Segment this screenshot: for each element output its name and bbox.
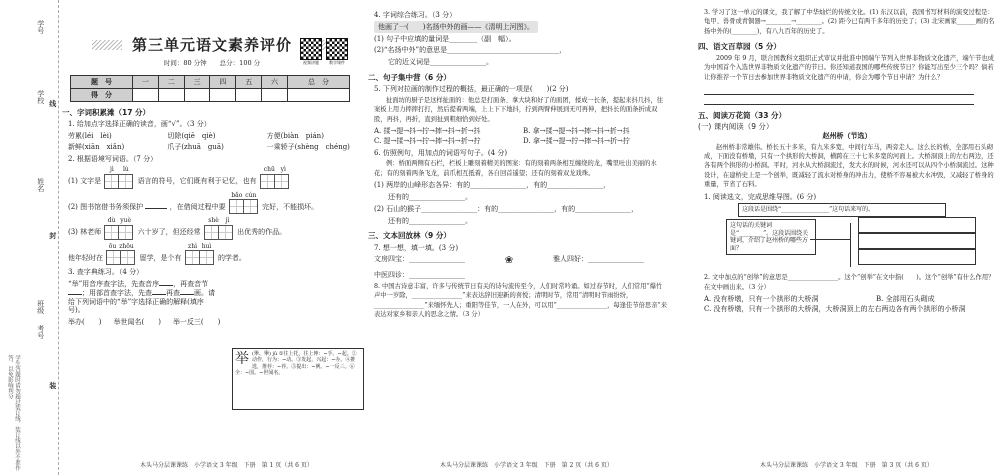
q5-passage: 扯面坊的厨子是这样扯面的：他总是打面条、拿大块和好了的面团，揉成一长条，提起来抖几抖，往案板上用力摔摔打打，然后提着两端，上上下下地抖，拧到两臂伸展到无可再伸，把抖长的面条折成双股，再抖，再折，直到扯到粗细恰到好处。 [374,96,664,123]
cut-label-line: 线 [48,100,58,107]
q3-text: ；用部首查字法，先查 [82,288,152,297]
page-3 [698,8,996,314]
q6-item[interactable]: 还有的________________。 [374,216,472,225]
pinyin-box-jilu[interactable] [105,166,133,189]
q2-text: 他年轻时在 [68,253,103,262]
mind-map-connector [810,239,850,240]
page-1 [62,8,362,327]
q2-text: (2) 图书馆借书务须保护 [68,202,144,211]
blank[interactable] [68,294,82,295]
q3-text: ，再查音节 [173,280,209,288]
q3-word[interactable]: 举世闻名( ) [113,318,161,326]
pinyin: bǎo [231,191,243,199]
score-header: 四 [210,75,236,88]
score-cell[interactable] [287,88,349,101]
q4-item[interactable]: (2)“名扬中外”的意思是________________________________， [374,46,567,55]
margin-label-student-no: 学号 [36,20,45,34]
q2-text: 出优秀的作品。 [237,228,287,237]
q2-line-2 [68,192,362,215]
question-1: 1. 给加点字选择正确的读音，画“√”。（3 分） [68,120,211,129]
q1-item[interactable]: 一乘轿子(shèng chéng) [266,142,350,151]
margin-label-school: 学校 [36,90,45,104]
margin-label-class: 班级 [36,300,45,314]
q4-item[interactable]: 它的近义词是________________。 [374,58,493,66]
q7-row [374,255,644,268]
q6-item[interactable]: 还有的________________。 [374,193,472,202]
pinyin-box-zhihui[interactable] [186,243,214,266]
blank[interactable] [152,294,166,295]
section-3-heading: 三、文本回放林（9 分） [368,231,451,241]
score-header: 总 分 [287,75,349,88]
q2-line-3 [68,217,362,240]
q1-item[interactable]: 方便(biàn pián) [266,132,324,140]
dictionary-char: 举 [235,351,249,367]
q2-text: 留学，是个有 [139,253,182,262]
question-2: 2. 根据语境写词语。（7 分） [68,154,158,163]
mind-map-connector [850,223,851,267]
q2-line-1 [68,166,362,189]
pinyin: lù [122,166,129,174]
pinyin-box-baocun[interactable] [230,192,258,215]
pinyin: chū [263,166,275,174]
score-header: 三 [184,75,210,88]
score-header: 一 [133,75,159,88]
q1-item[interactable]: 切除(qiē qiè) [167,132,216,140]
question-5: 5. 下列对拉画的制作过程的概括，最正确的一项是( )(2 分) [374,85,569,94]
pinyin: ōu [108,242,117,250]
score-header: 五 [236,75,262,88]
q5-option[interactable]: D. 拿→揉→提→拧→摔→抖→折→拧 [523,136,630,145]
q2-text: (3) 林老师 [68,228,102,237]
q2-text: (1) 文字是 [68,177,102,186]
qr-codes [300,38,348,65]
pinyin-box-ouzhou[interactable] [107,243,135,266]
passage-text: 赵州桥非常雄伟。桥长五十多米，有九米多宽，中间行车马，两旁走人。这么长的桥，全部用石头砌成，下面没有桥墩，只有一个拱形的大桥洞，横跨在三十七米多宽的河面上。大桥洞顶上的左右两边，还各有两个拱形的小桥洞。平时，河水从大桥洞流过，发大水的时候，河水还可以从四个小桥洞流过。这种设计，在建桥史上是一个创举，既减轻了流水对桥身的冲击力，使桥不容易被大水冲毁，又减轻了桥身的重量，节省了石料。 [704,143,994,189]
cut-label-bind: 装 [48,382,58,389]
section-1-heading: 一、字词积累滩（17 分） [62,107,151,117]
score-header: 二 [158,75,184,88]
qr-caption: 教学课件 [329,60,345,65]
pinyin: zhì [188,242,197,250]
mind-map-branch-box[interactable] [858,233,976,249]
q5-option[interactable]: B. 拿→揉→提→抖→摔→抖→折→抖 [523,127,630,136]
mind-map-left-box[interactable]: 这句话的关键词是“________”。这段话围绕关键词，介绍了赵州桥的哪些方面？ [726,219,816,255]
blank[interactable] [180,294,194,295]
score-cell[interactable] [236,88,262,101]
question-12[interactable]: 2. 文中加点的“创举”的意思是________________。这个“创举”在文中指( )。这个“创举”有什么作用？在文中画出来。（3 分） [704,274,995,291]
section-4-heading: 四、语文百草园（5 分） [698,42,781,52]
margin-label-exam-no: 考号 [36,325,45,339]
q3-words [68,318,362,327]
margin-label-name: 姓名 [36,178,45,192]
pinyin: cún [245,191,257,199]
page-2 [368,8,668,321]
q7-item[interactable]: 中医四诊：________________ [374,270,465,279]
q3-word[interactable]: 举一反三( ) [172,318,221,326]
page-footer-3: 木头马分层课课练 小学语文 3 年级 下册 第 3 页（共 6 页） [760,461,933,469]
dictionary-text: (舉、擧) jǔ ①往上托，往上伸：~手。~起。②动作，行为：~动。③发起，兴起：~办。④推选，推荐：~荐。⑤提出：~例。~一反三。⑥全：~国。~世闻名。 [235,351,357,376]
mind-map-top-box[interactable]: 这段话是围绕“________________”这句话来写的。 [738,203,946,217]
pinyin: huì [201,242,212,250]
q1-item[interactable]: 劳累(léi lèi) [68,132,112,140]
page-footer-1: 木头马分层课课练 小学语文 3 年级 下册 第 1 页（共 6 页） [140,461,313,469]
q4-item[interactable]: (1) 句子中应填的量词是________（副 幅）。 [374,34,516,43]
page-footer-2: 木头马分层课课练 小学语文 3 年级 下册 第 2 页（共 6 页） [440,461,613,469]
question-9[interactable]: 3. 学习了这一单元的课文，我了解了中华灿烂的传统文化。(1) 东汉以前，我国书写材料的演变过程是：龟甲、兽骨或青铜器→________→________。(2) 距今已有两千多年的历史了；(3) 北宋画家______画的名扬中外的(________)，有八九百年的历史了。 [704,9,995,35]
score-cell[interactable] [184,88,210,101]
q4-sentence-box: 他画了一( )名扬中外的画——《清明上河图》。 [374,21,538,33]
q2-line-4 [68,243,362,266]
mind-map-branch-box[interactable] [858,217,976,233]
q1-item[interactable]: 爪子(zhuā guā) [167,142,224,151]
q5-option[interactable]: C. 提→揉→抖→拧→摔→抖→折→拧 [374,136,481,145]
mind-map [698,201,996,271]
question-11: 1. 阅读选文，完成思维导图。(6 分) [704,192,817,201]
q7-item[interactable]: 雅人四好：________________ [552,255,644,264]
qr-code-icon[interactable] [300,38,322,60]
blank[interactable] [145,208,167,209]
pinyin: jì [225,217,230,225]
subsection-1-heading: (一) 课内阅读（9 分） [698,122,774,132]
pinyin: shè [208,217,219,225]
q3-body [68,280,218,315]
question-6: 6. 仿照例句，用加点的词语写句子。(4 分) [374,148,508,157]
qr-caption: 视频讲题 [303,60,319,65]
q5-options [374,127,668,146]
cut-label-seal: 封 [48,232,58,239]
score-cell[interactable] [158,88,184,101]
section-2-heading: 二、句子集中营（6 分） [368,72,451,82]
q2-text: ，在借阅过程中要 [169,202,226,211]
dictionary-entry [232,348,364,410]
q2-text: 的学者。 [217,253,246,262]
margin-note: 学生答题时请勿超过装订线，装订线以外不准作答，以免影响判分 [6,355,20,471]
q2-text: 完好，不能损坏。 [262,202,319,211]
exam-info: 时间：80 分钟 总分：100 分 [163,58,261,67]
score-table [70,75,350,102]
q6-item[interactable]: (2) 石山的猴子________________：有的________________，有的________________， [374,204,639,213]
title-decoration-left [92,40,122,50]
pinyin: dù [107,217,116,225]
score-cell[interactable] [133,88,159,101]
question-7: 7. 想一想，填一填。(3 分) [374,243,459,252]
q3-word[interactable]: 举办( ) [68,318,102,326]
section-5-heading: 五、阅读万花筒（33 分） [698,111,787,120]
q12-option[interactable]: C. 没有桥墩，只有一个拱形的大桥洞，大桥洞顶上的左右两边各有两个拱形的小桥洞 [704,305,966,314]
q6-example: 例：桥面两侧有石栏，栏板上雕刻着精美的图案：有的刻着两条相互缠绕的龙，嘴里吐出美丽的水花；有的刻着两条飞龙，前爪相互抵着，各自回首遥望；还有的刻着双龙戏珠。 [374,160,657,177]
pinyin: yì [280,166,286,174]
q12-options [704,295,996,314]
q6-item[interactable]: (1) 两岸的山峰形态各异：有的________________，有的________________， [374,181,611,190]
q3-text: 再查 [166,288,180,297]
pinyin-box-duyue[interactable] [105,217,133,240]
q1-item[interactable]: 新鲜(xiān xiǎn) [68,142,125,151]
q5-option[interactable]: A. 揉→提→抖→拧→摔→抖→折→抖 [374,127,481,136]
q12-option[interactable]: A. 没有桥墩，只有一个拱形的大桥洞 [704,295,819,304]
score-header: 六 [262,75,288,88]
q12-option[interactable]: B. 全部用石头砌成 [875,295,935,304]
lotus-icon: ❀ [504,255,514,267]
pinyin: jì [109,166,114,174]
pinyin: zhōu [119,242,134,250]
q1-items [68,132,362,152]
blank[interactable] [159,285,173,286]
pinyin-box-chuyi[interactable] [261,166,289,189]
q3-text: 画。请给下列词语中的“举”字选择正确的解释(填序号)。 [68,288,215,315]
question-8[interactable]: 8. 中国古诗意丰富，许多与传统节日有关的诗句流传至今，人们时常吟诵。如过春节时，人们常用“爆竹声中一岁除，________________”来表达辞旧迎新的喜悦；清明时节，常用“清明时节雨纷纷，________________”来缅怀先人；重阳等佳节，一人在外，可以用“________________，每逢佳节倍思亲”来表达对家乡和亲人的思念之情。（3 分） [374,282,668,318]
pinyin: yuè [120,217,131,225]
page-title: 第三单元语文素养评价 [131,36,292,54]
score-row-label: 得 分 [71,88,133,101]
q3-text: “举”用音序查字法，先查音序 [68,280,160,288]
binding-margin [0,0,59,475]
passage-title: 赵州桥（节选） [822,130,872,140]
answer-lines[interactable] [704,85,996,105]
q7-item[interactable]: 文房四宝：________________ [374,255,465,264]
score-cell[interactable] [210,88,236,101]
mind-map-branch-box[interactable] [858,249,976,265]
q2-text: 六十岁了，但还经常 [137,228,201,237]
question-10: 2009 年 9 月，联合国教科文组织正式审议并批准中国端午节列入世界非物质文化遗产，端午节也成为中国首个入选世界非物质文化遗产的节日。你还知道我国的哪些传统节日？你能写出至少三个吗？倘若让你推荐一个节日去参加世界非物质文化遗产的申请，你会为哪个节日申请？为什么？ [704,54,994,81]
pinyin-box-sheji[interactable] [205,217,233,240]
q2-text: 语言的符号，它们既有利于记忆，也有 [137,177,257,186]
question-3: 3. 查字典练习。（4 分） [68,268,144,277]
score-header: 题 号 [71,75,133,88]
qr-code-icon[interactable] [326,38,348,60]
score-cell[interactable] [262,88,288,101]
question-4: 4. 字词综合练习。（3 分） [374,11,457,19]
